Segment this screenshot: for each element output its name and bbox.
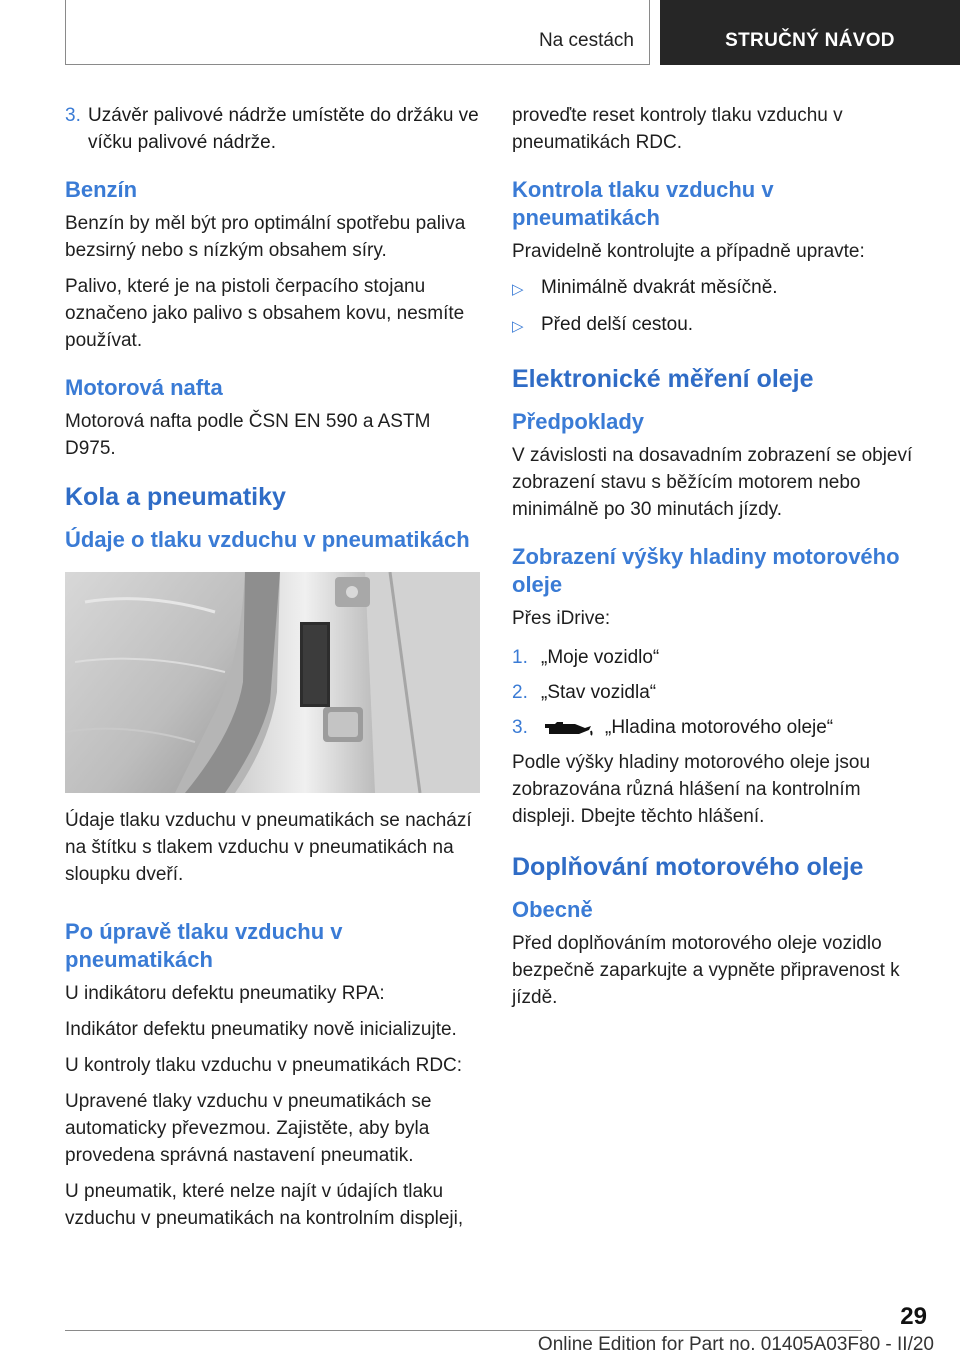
- heading-udaje-tlaku: Údaje o tlaku vzduchu v pneumatikách: [65, 527, 470, 552]
- step-2: [512, 679, 927, 706]
- step-1: [512, 644, 927, 671]
- list-item: [512, 274, 927, 303]
- header-left-rule: [65, 0, 66, 65]
- heading-predpoklady: Předpoklady: [512, 409, 645, 434]
- step-text: „Hladina motorového oleje“: [605, 717, 834, 738]
- oil-can-icon: [541, 718, 595, 738]
- step-number: 3.: [65, 105, 81, 126]
- triangle-bullet-icon: ▷: [512, 281, 524, 298]
- paragraph: Před doplňováním motorového oleje vozidlo bezpečně zaparkujte a vypněte připravenost k jízdě.: [512, 933, 900, 1008]
- paragraph: Podle výšky hladiny motorového oleje jsou zobrazována různá hlášení na kontrolním displeji. Dbejte těchto hlášení.: [512, 752, 871, 827]
- heading-po-uprave: Po úpravě tlaku vzduchu v pneumatikách: [65, 919, 343, 972]
- step-text: Uzávěr palivové nádrže umístěte do držáku ve víčku palivové nádrže.: [88, 105, 479, 153]
- header-chapter-title: STRUČNÝ NÁVOD: [725, 30, 895, 51]
- paragraph: U pneumatik, které nelze najít v údajích tlaku vzduchu v pneumatikách na kontrolním displeji,: [65, 1181, 464, 1229]
- heading-kontrola-tlaku: Kontrola tlaku vzduchu v pneumatikách: [512, 177, 774, 230]
- heading-elektronicke-mereni: Elektronické měření oleje: [512, 365, 814, 393]
- left-column: [65, 102, 480, 1241]
- paragraph: Motorová nafta podle ČSN EN 590 a ASTM D975.: [65, 411, 431, 459]
- right-column: [512, 102, 927, 1020]
- heading-motorova-nafta: Motorová nafta: [65, 375, 223, 400]
- step-text: „Moje vozidlo“: [541, 647, 660, 668]
- paragraph: Přes iDrive:: [512, 608, 611, 629]
- step-number: 1.: [512, 647, 528, 668]
- step-3: [65, 102, 480, 156]
- heading-zobrazeni-vysky: Zobrazení výšky hladiny motorového oleje: [512, 544, 900, 597]
- footer-rule: [65, 1330, 862, 1331]
- door-pillar-illustration: [65, 572, 480, 793]
- door-pillar-image: [65, 572, 480, 793]
- step-number: 3.: [512, 717, 528, 738]
- paragraph: Pravidelně kontrolujte a případně upravte:: [512, 241, 865, 262]
- paragraph: V závislosti na dosavadním zobrazení se objeví zobrazení stavu s běžícím motorem nebo minimálně po 30 minutách jízdy.: [512, 445, 913, 520]
- header-rule: [65, 64, 650, 65]
- heading-obecne: Obecně: [512, 897, 593, 922]
- paragraph: U indikátoru defektu pneumatiky RPA:: [65, 983, 385, 1004]
- heading-benzin: Benzín: [65, 177, 138, 202]
- paragraph: proveďte reset kontroly tlaku vzduchu v pneumatikách RDC.: [512, 105, 843, 153]
- list-item: [512, 311, 927, 340]
- paragraph: Palivo, které je na pistoli čerpacího stojanu označeno jako palivo s obsahem kovu, nesmíte používat.: [65, 276, 465, 351]
- step-text: „Stav vozidla“: [541, 682, 657, 703]
- paragraph: Upravené tlaky vzduchu v pneumatikách se automaticky převezmou. Zajistěte, aby byla provedena správná nastavení pneumatik.: [65, 1091, 432, 1166]
- page-number: 29: [900, 1303, 927, 1330]
- heading-doplnovani-oleje: Doplňování motorového oleje: [512, 853, 864, 881]
- step-3: [512, 714, 927, 741]
- step-number: 2.: [512, 682, 528, 703]
- paragraph: Indikátor defektu pneumatiky nově inicializujte.: [65, 1019, 457, 1040]
- paragraph: U kontroly tlaku vzduchu v pneumatikách RDC:: [65, 1055, 463, 1076]
- triangle-bullet-icon: ▷: [512, 318, 524, 335]
- header-right-rule: [649, 0, 650, 65]
- header-section-title: Na cestách: [538, 30, 634, 51]
- list-item-text: Minimálně dvakrát měsíčně.: [541, 277, 778, 298]
- header-chapter-box: [660, 0, 960, 65]
- list-item-text: Před delší cestou.: [541, 314, 694, 335]
- heading-kola-a-pneumatiky: Kola a pneumatiky: [65, 483, 286, 511]
- paragraph: Benzín by měl být pro optimální spotřebu paliva bezsirný nebo s nízkým obsahem síry.: [65, 213, 466, 261]
- footer-edition: Online Edition for Part no. 01405A03F80 - II/20: [537, 1334, 934, 1355]
- step-content: [535, 714, 833, 741]
- figure-caption: Údaje tlaku vzduchu v pneumatikách se nachází na štítku s tlakem vzduchu v pneumatikách na sloupku dveří.: [65, 810, 472, 885]
